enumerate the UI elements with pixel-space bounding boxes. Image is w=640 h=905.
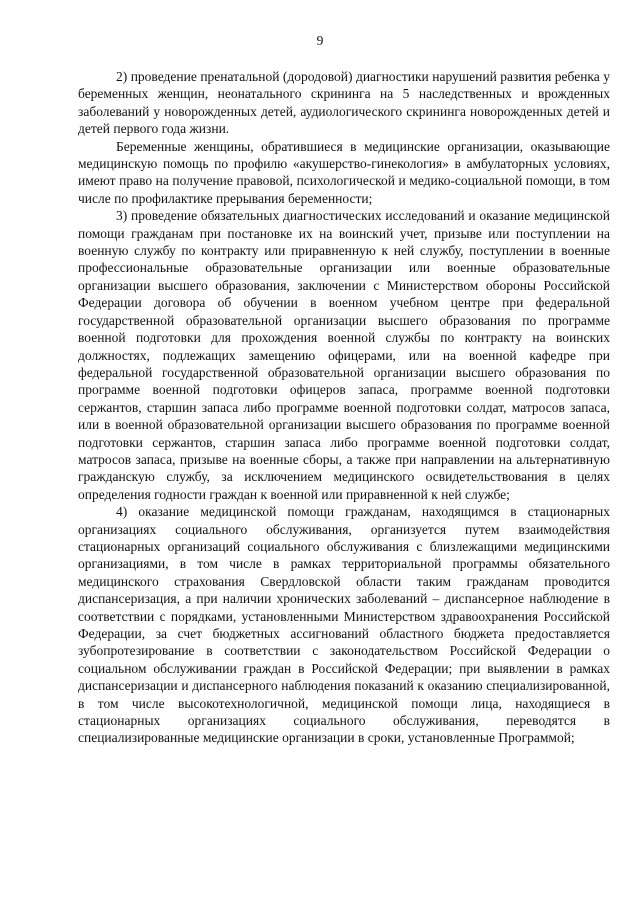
page-number: 9 (316, 33, 324, 48)
paragraph-item-3: 3) проведение обязательных диагностических исследований и оказание медицинской помощи гражданам при постановке их на воинский учет, призыве или поступлении на военную службу по контракту или приравненную к ней службу, поступлении в военные профессиональные образовательные организации или военные образовательные организации высшего образования, заключении с Министерством обороны Российской Федерации договора об обучении в военном учебном центре при федеральной государственной образовательной организации высшего образования по программе военной подготовки для прохождения военной службы по контракту на воинских должностях, подлежащих замещению офицерами, или на военной кафедре при федеральной государственной образовательной организации высшего образования по программе военной подготовки офицеров запаса, программе военной подготовки сержантов, старшин запаса либо программе военной подготовки солдат, матросов запаса, или в военной образовательной организации высшего образования по программе военной подготовки сержантов, старшин запаса либо программе военной подготовки солдат, матросов запаса, призыве на военные сборы, а также при направлении на альтернативную гражданскую службу, за исключением медицинского освидетельствования в целях определения годности граждан к военной или приравненной к ней службе; (78, 208, 610, 502)
paragraph-pregnant-women: Беременные женщины, обратившиеся в медицинские организации, оказывающие медицинскую помощь по профилю «акушерство-гинекология» в амбулаторных условиях, имеют право на получение правовой, психологической и медико-социальной помощи, в том числе по профилактике прерывания беременности; (78, 138, 610, 206)
paragraph-item-2: 2) проведение пренатальной (дородовой) диагностики нарушений развития ребенка у беременных женщин, неонатального скрининга на 5 наследственных и врожденных заболеваний у новорожденных детей, аудиологического скрининга новорожденных детей и детей первого года жизни. (78, 69, 610, 137)
document-body (78, 68, 610, 747)
paragraph-item-4: 4) оказание медицинской помощи гражданам, находящимся в стационарных организациях социального обслуживания, организуется путем взаимодействия стационарных организаций социального обслуживания с близлежащими медицинскими организациями, в том числе в рамках территориальной программы обязательного медицинского страхования Свердловской области таким гражданам проводится диспансеризация, а при наличии хронических заболеваний – диспансерное наблюдение в соответствии с порядками, установленными Министерством здравоохранения Российской Федерации, за счет бюджетных ассигнований областного бюджета предоставляется зубопротезирование в соответствии с законодательством Российской Федерации о социальном обслуживании граждан в Российской Федерации; при выявлении в рамках диспансеризации и диспансерного наблюдения показаний к оказанию специализированной, в том числе высокотехнологичной, медицинской помощи лица, находящиеся в стационарных организациях социального обслуживания, переводятся в специализированные медицинские организации в сроки, установленные Программой; (78, 504, 610, 746)
